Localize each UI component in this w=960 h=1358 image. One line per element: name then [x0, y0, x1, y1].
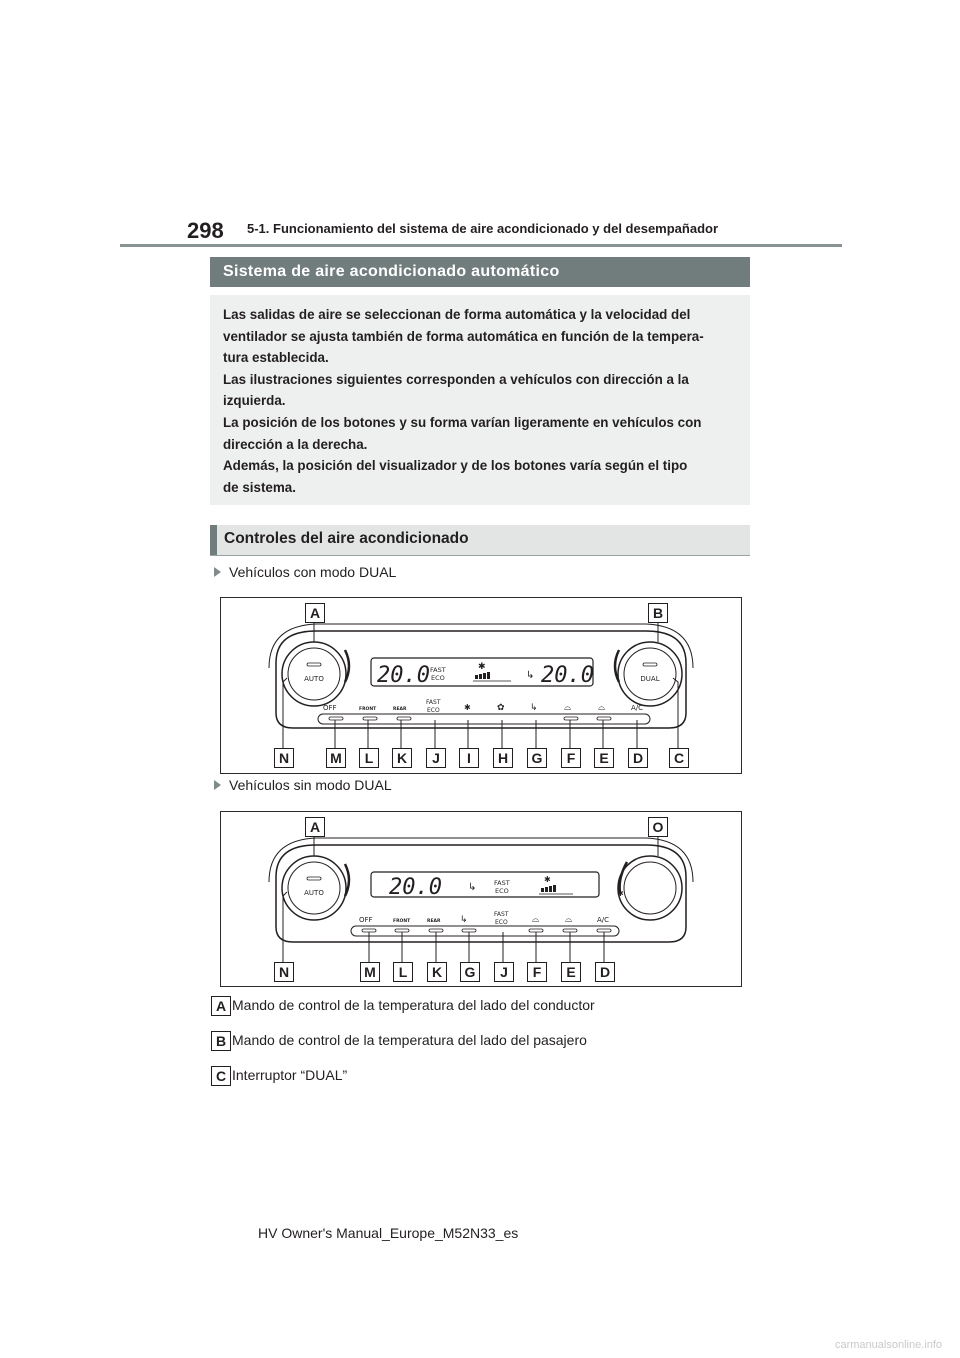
- callout-o: O: [648, 817, 668, 837]
- intro-box: [210, 295, 750, 505]
- callout-e: E: [594, 748, 614, 768]
- svg-text:✱: ✱: [464, 703, 471, 712]
- legend-key-c: C: [211, 1066, 231, 1086]
- bullet-arrow-icon: [214, 780, 221, 790]
- header-divider: [120, 244, 842, 247]
- intro-line: Las ilustraciones siguientes corresponden a vehículos con dirección a la: [223, 371, 689, 387]
- callout-d: D: [628, 748, 648, 768]
- svg-text:✱: ✱: [478, 662, 486, 672]
- knob-left-label: AUTO: [304, 675, 324, 683]
- svg-text:A/C: A/C: [597, 916, 610, 924]
- svg-text:FRONT: FRONT: [393, 919, 411, 924]
- callout-g: G: [460, 962, 480, 982]
- legend-text-b: Mando de control de la temperatura del lado del pasajero: [232, 1032, 587, 1048]
- callout-a: A: [305, 603, 325, 623]
- display-left-temp: 20.0: [377, 663, 430, 688]
- legend-text-c: Interruptor “DUAL”: [232, 1067, 348, 1083]
- display-fast: FAST: [430, 666, 446, 674]
- intro-line: ventilador se ajusta también de forma automática en función de la tempera-: [223, 328, 704, 344]
- section-banner: Sistema de aire acondicionado automático: [210, 257, 750, 287]
- callout-d: D: [595, 962, 615, 982]
- intro-line: dirección a la derecha.: [223, 436, 368, 452]
- legend-key-b: B: [211, 1031, 231, 1051]
- svg-text:FAST: FAST: [494, 911, 509, 918]
- svg-text:ECO: ECO: [495, 887, 509, 895]
- figure-dual-panel: [220, 597, 742, 774]
- display-right-temp: 20.0: [541, 663, 594, 688]
- svg-text:✱: ✱: [544, 875, 551, 884]
- callout-l: L: [393, 962, 413, 982]
- callout-h: H: [493, 748, 513, 768]
- svg-text:REAR: REAR: [427, 919, 441, 924]
- display-temp-single: 20.0: [389, 875, 442, 900]
- legend-text-a: Mando de control de la temperatura del lado del conductor: [232, 997, 595, 1013]
- callout-l: L: [359, 748, 379, 768]
- svg-text:↳: ↳: [468, 882, 477, 893]
- svg-text:✿: ✿: [497, 703, 505, 713]
- intro-line: de sistema.: [223, 479, 296, 495]
- svg-text:REAR: REAR: [393, 707, 407, 712]
- intro-line: La posición de los botones y su forma varían ligeramente en vehículos con: [223, 414, 702, 430]
- callout-m: M: [360, 962, 380, 982]
- intro-line: tura establecida.: [223, 350, 329, 366]
- footer-text: HV Owner's Manual_Europe_M52N33_es: [258, 1225, 519, 1241]
- subheading-divider: [210, 555, 750, 556]
- callout-c: C: [669, 748, 689, 768]
- single-panel-illustration: [221, 812, 741, 986]
- knob-right-label: DUAL: [640, 675, 660, 683]
- svg-text:⌓: ⌓: [532, 915, 540, 925]
- figure-single-panel: [220, 811, 742, 987]
- callout-n: N: [274, 748, 294, 768]
- page-number: 298: [187, 218, 224, 243]
- svg-text:⌓: ⌓: [598, 703, 606, 713]
- callout-b: B: [648, 603, 668, 623]
- knob-left-label-single: AUTO: [304, 889, 324, 897]
- bullet-arrow-icon: [214, 567, 221, 577]
- svg-text:✱: ✱: [617, 889, 624, 898]
- section-title: 5-1. Funcionamiento del sistema de aire acondicionado y del desempañador: [247, 221, 719, 236]
- callout-i: I: [459, 748, 479, 768]
- variant-caption-dual: Vehículos con modo DUAL: [214, 564, 396, 580]
- intro-line: izquierda.: [223, 393, 286, 409]
- callout-g: G: [527, 748, 547, 768]
- intro-line: Además, la posición del visualizador y de los botones varía según el tipo: [223, 458, 688, 474]
- watermark: carmanualsonline.info: [834, 1339, 942, 1351]
- subheading: Controles del aire acondicionado: [210, 525, 750, 555]
- callout-m: M: [326, 748, 346, 768]
- display-eco: ECO: [431, 674, 445, 682]
- dual-panel-illustration: [221, 598, 741, 773]
- svg-text:ECO: ECO: [495, 919, 508, 926]
- intro-line: Las salidas de aire se seleccionan de forma automática y la velocidad del: [223, 307, 691, 322]
- svg-text:A/C: A/C: [631, 704, 644, 712]
- svg-text:FAST: FAST: [426, 699, 441, 706]
- callout-n: N: [274, 962, 294, 982]
- variant-caption-single: Vehículos sin modo DUAL: [214, 777, 392, 793]
- svg-text:OFF: OFF: [359, 916, 373, 924]
- callout-k: K: [427, 962, 447, 982]
- legend-key-a: A: [211, 996, 231, 1016]
- callout-j: J: [426, 748, 446, 768]
- callout-k: K: [392, 748, 412, 768]
- svg-text:FRONT: FRONT: [359, 707, 377, 712]
- callout-j: J: [494, 962, 514, 982]
- svg-text:⌓: ⌓: [564, 703, 572, 713]
- svg-text:OFF: OFF: [323, 704, 337, 712]
- svg-text:↳: ↳: [526, 670, 535, 681]
- svg-text:↳: ↳: [530, 703, 538, 713]
- callout-e: E: [561, 962, 581, 982]
- svg-text:⌓: ⌓: [565, 915, 573, 925]
- svg-text:ECO: ECO: [427, 707, 440, 714]
- svg-text:↳: ↳: [460, 915, 468, 925]
- callout-f: F: [527, 962, 547, 982]
- callout-f: F: [561, 748, 581, 768]
- callout-a: A: [305, 817, 325, 837]
- svg-text:FAST: FAST: [494, 879, 510, 887]
